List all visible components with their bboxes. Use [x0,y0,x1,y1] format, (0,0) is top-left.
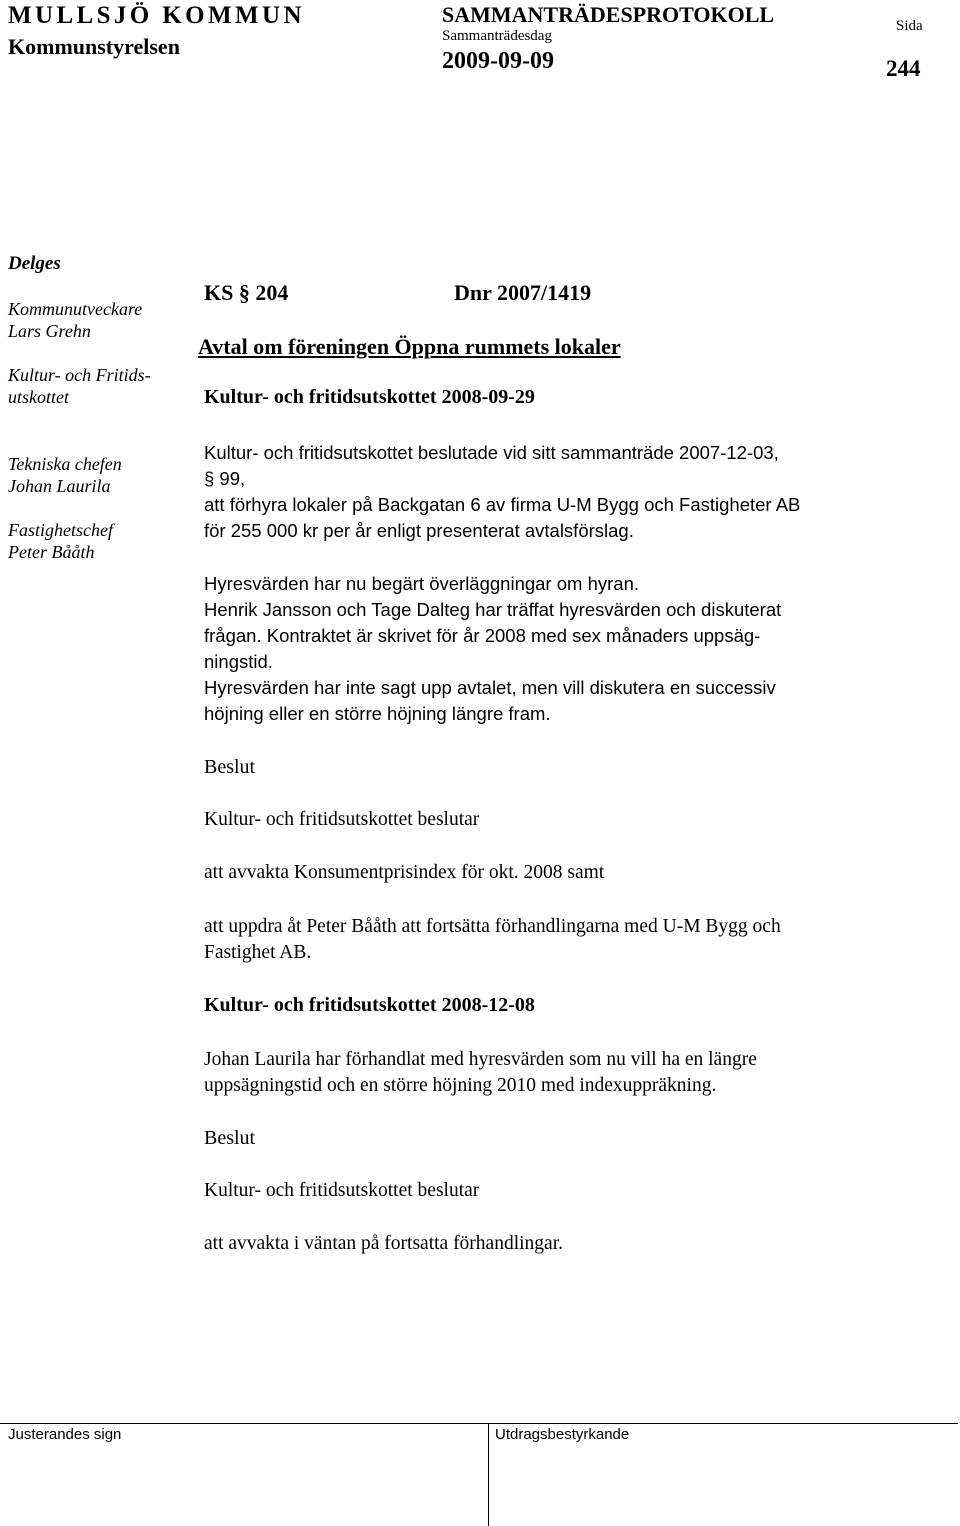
meeting-date-label: Sammanträdesdag [442,28,552,44]
paragraph-line: Hyresvärden har nu begärt överläggningar om hyran. [204,573,639,594]
decision-history-paragraph [204,440,890,544]
decision-heading: Beslut [204,756,256,778]
section-heading: Kultur- och fritidsutskottet 2008-09-29 [204,386,535,408]
distribution-heading: Delges [8,253,61,274]
municipality-name: MULLSJÖ KOMMUN [8,2,305,29]
page-label: Sida [896,18,923,34]
negotiation-paragraph [204,1047,890,1099]
recipient: Tekniska chefen [8,454,122,474]
certification-label: Utdragsbestyrkande [495,1426,630,1443]
decision-point: att avvakta i väntan på fortsatta förhandlingar. [204,1233,563,1254]
meeting-date: 2009-09-09 [442,48,554,74]
recipient: utskottet [8,387,69,407]
paragraph-line: uppsägningstid och en större höjning 2010 med indexuppräkning. [204,1075,717,1096]
board-name: Kommunstyrelsen [8,34,180,59]
footer-divider [488,1423,958,1424]
section-heading: Kultur- och fritidsutskottet 2008-12-08 [204,994,535,1016]
paragraph-line: § 99, [204,468,246,489]
paragraph-line: Johan Laurila har förhandlat med hyresvärden som nu vill ha en längre [204,1049,757,1070]
recipient: Fastighetschef [8,520,113,540]
paragraph-line: höjning eller en större höjning längre fram. [204,703,551,724]
footer-divider [0,1423,488,1424]
paragraph-line: att uppdra åt Peter Bååth att fortsätta förhandlingarna med U-M Bygg och [204,916,781,937]
decision-point [204,914,890,966]
diary-number: Dnr 2007/1419 [454,280,592,305]
decision-heading: Beslut [204,1127,256,1149]
background-paragraph [204,571,890,727]
page-number: 244 [886,56,921,81]
paragraph-line: Henrik Jansson och Tage Dalteg har träffat hyresvärden och diskuterat [204,599,782,620]
paragraph-line: Fastighet AB. [204,942,312,963]
recipient: Lars Grehn [8,321,91,341]
decision-intro: Kultur- och fritidsutskottet beslutar [204,809,480,830]
recipient: Peter Bååth [8,542,95,562]
signature-label: Justerandes sign [8,1426,122,1443]
paragraph-line: Kultur- och fritidsutskottet beslutade vid sitt sammanträde 2007-12-03, [204,442,779,463]
decision-point: att avvakta Konsumentprisindex för okt. 2008 samt [204,862,605,883]
recipient: Kommunutveckare [8,299,143,319]
ks-paragraph-number: KS § 204 [204,280,289,305]
recipient: Johan Laurila [8,476,111,496]
paragraph-line: att förhyra lokaler på Backgatan 6 av firma U-M Bygg och Fastigheter AB [204,494,801,515]
paragraph-line: för 255 000 kr per år enligt presenterat avtalsförslag. [204,520,634,541]
item-title: Avtal om föreningen Öppna rummets lokaler [198,334,621,359]
protocol-title: SAMMANTRÄDESPROTOKOLL [442,2,775,27]
paragraph-line: frågan. Kontraktet är skrivet för år 2008 med sex månaders uppsäg- [204,625,761,646]
footer-column-divider [488,1423,489,1526]
paragraph-line: Hyresvärden har inte sagt upp avtalet, men vill diskutera en successiv [204,677,776,698]
decision-intro: Kultur- och fritidsutskottet beslutar [204,1180,480,1201]
paragraph-line: ningstid. [204,651,273,672]
recipient: Kultur- och Fritids- [8,365,151,385]
